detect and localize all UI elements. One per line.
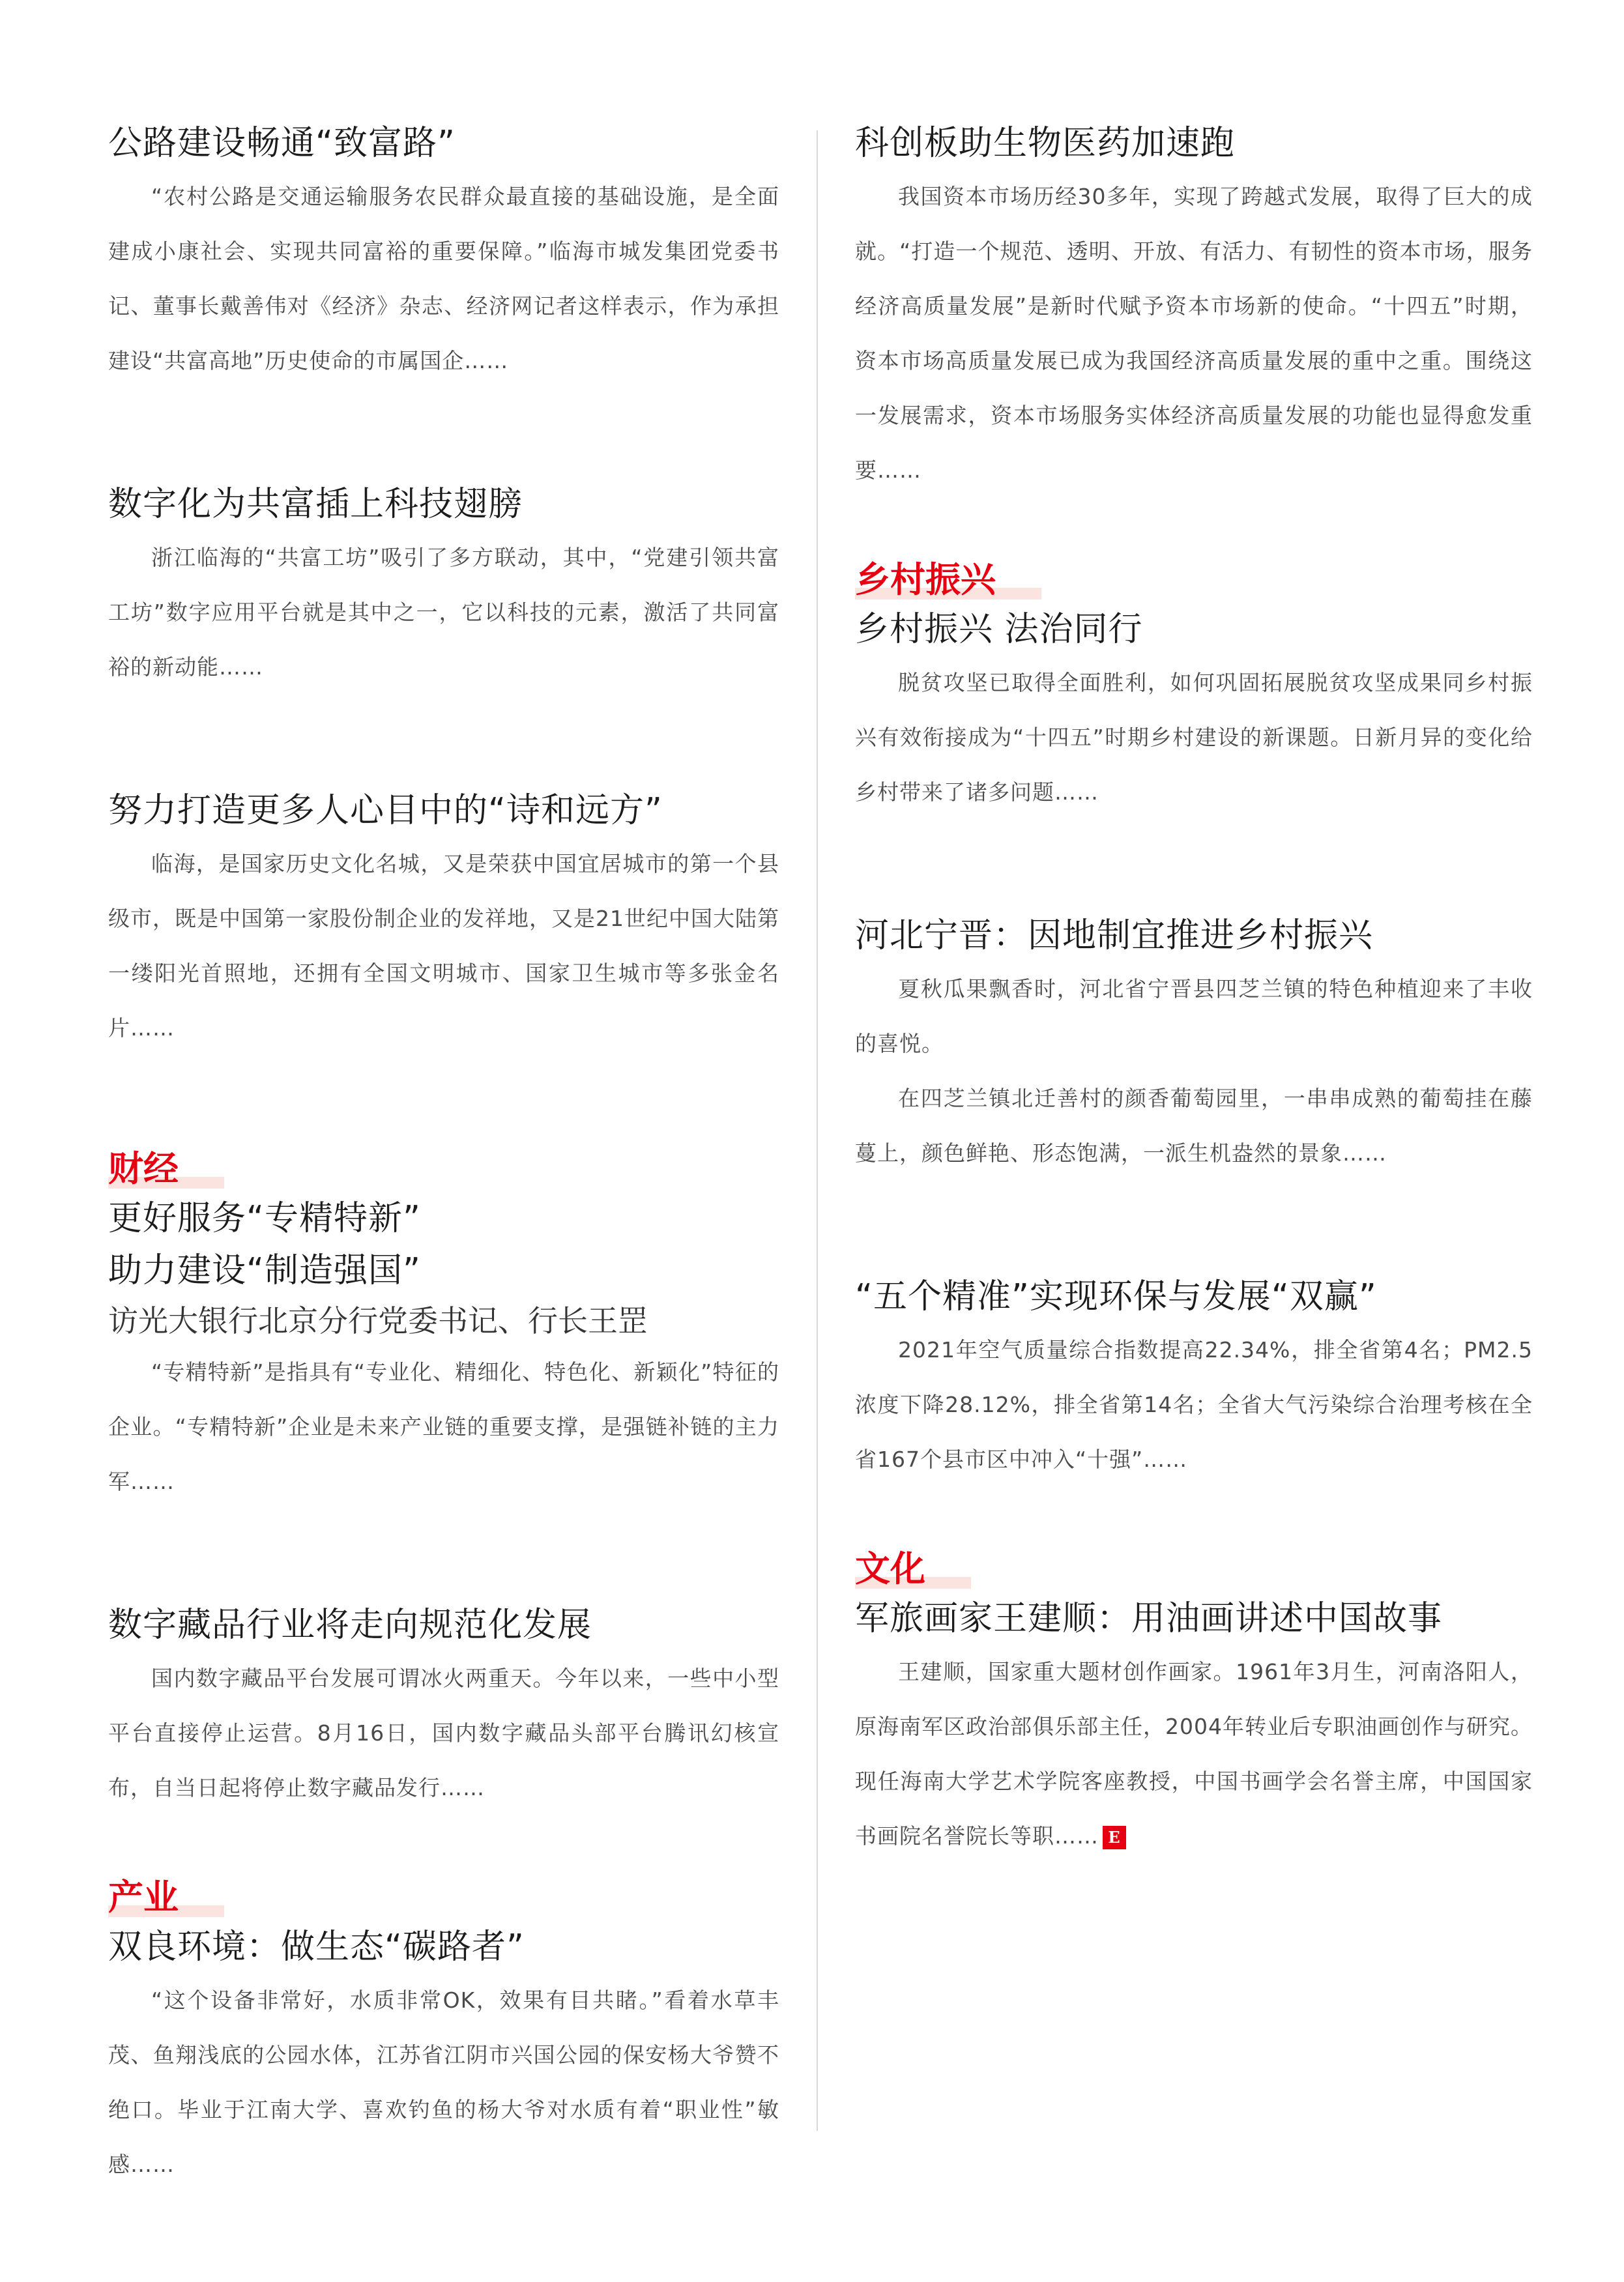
article-title-line2: 助力建设“制造强国” — [108, 1251, 421, 1290]
article-body: “专精特新”是指具有“专业化、精细化、特色化、新颖化”特征的企业。“专精特新”企业是未来产业链的重要支撑，是强链补链的主力军…… — [108, 1359, 779, 1494]
section-tag-label: 乡村振兴 — [855, 559, 996, 600]
article-title: 军旅画家王建顺：用油画讲述中国故事 — [855, 1599, 1443, 1638]
article-title: 乡村振兴 法治同行 — [855, 610, 1143, 649]
right-column — [855, 117, 1533, 1954]
article-title-line1: 更好服务“专精特新” — [108, 1199, 421, 1238]
article-hebei — [855, 910, 1533, 1181]
article-body: “这个设备非常好，水质非常OK，效果有目共睹。”看着水草丰茂、鱼翔浅底的公园水体，江苏省江阴市兴国公园的保安杨大爷赞不绝口。毕业于江南大学、喜欢钓鱼的杨大爷对水质有着“职业性”敏感…… — [108, 1987, 779, 2177]
article-body-p1: 夏秋瓜果飘香时，河北省宁晋县四芝兰镇的特色种植迎来了丰收的喜悦。 — [855, 976, 1533, 1056]
article-body: 临海，是国家历史文化名城，又是荣获中国宜居城市的第一个县级市，既是中国第一家股份制企业的发祥地，又是21世纪中国大陆第一缕阳光首照地，还拥有全国文明城市、国家卫生城市等多张金名片…… — [108, 851, 779, 1041]
section-tag-label: 文化 — [855, 1548, 925, 1589]
article-title: 河北宁晋：因地制宜推进乡村振兴 — [855, 916, 1374, 955]
section-tag-label: 产业 — [108, 1877, 179, 1918]
section-culture — [855, 1546, 1533, 1864]
article-body: 脱贫攻坚已取得全面胜利，如何巩固拓展脱贫攻坚成果同乡村振兴有效衔接成为“十四五”时期乡村建设的新课题。日新月异的变化给乡村带来了诸多问题…… — [855, 670, 1533, 805]
article-environment — [855, 1271, 1533, 1487]
section-tag-culture — [855, 1546, 971, 1593]
article-body: 2021年空气质量综合指数提高22.34%，排全省第4名；PM2.5浓度下降28.12%，排全省第14名；全省大气污染综合治理考核在全省167个县市区中冲入“十强”…… — [855, 1337, 1533, 1472]
section-industry — [108, 1874, 779, 2192]
end-mark-icon: E — [1103, 1826, 1126, 1849]
article-body: “农村公路是交通运输服务农民群众最直接的基础设施，是全面建成小康社会、实现共同富裕的重要保障。”临海市城发集团党委书记、董事长戴善伟对《经济》杂志、经济网记者这样表示，作为承担建设“共富高地”历史使命的市属国企…… — [108, 184, 779, 373]
section-tag-rural — [855, 556, 1041, 603]
section-tag-label: 财经 — [108, 1148, 179, 1189]
article-title: “五个精准”实现环保与发展“双赢” — [855, 1277, 1377, 1316]
section-tag-industry — [108, 1874, 224, 1921]
article-title: 双良环境：做生态“碳路者” — [108, 1928, 525, 1967]
article-digitalization — [108, 478, 779, 695]
article-title: 数字藏品行业将走向规范化发展 — [108, 1606, 592, 1645]
article-body: 国内数字藏品平台发展可谓冰火两重天。今年以来，一些中小型平台直接停止运营。8月16日，国内数字藏品头部平台腾讯幻核宣布，自当日起将停止数字藏品发行…… — [108, 1666, 779, 1800]
article-star-market — [855, 117, 1533, 498]
article-title: 科创板助生物医药加速跑 — [855, 124, 1236, 163]
article-road — [108, 117, 779, 388]
article-subtitle: 访光大银行北京分行党委书记、行长王罡 — [108, 1303, 648, 1338]
article-body-p2: 在四芝兰镇北迁善村的颜香葡萄园里，一串串成熟的葡萄挂在藤蔓上，颜色鲜艳、形态饱满，一派生机盎然的景象…… — [855, 1086, 1533, 1166]
section-finance — [108, 1146, 779, 1509]
article-title: 数字化为共富插上科技翅膀 — [108, 485, 523, 524]
section-rural — [855, 556, 1533, 820]
article-body: 浙江临海的“共富工坊”吸引了多方联动，其中，“党建引领共富工坊”数字应用平台就是其中之一，它以科技的元素，激活了共同富裕的新动能…… — [108, 545, 779, 680]
article-digital-collectibles — [108, 1599, 779, 1815]
left-column — [108, 117, 779, 2282]
article-poetry — [108, 785, 779, 1056]
column-divider — [817, 130, 818, 2131]
article-body: 王建顺，国家重大题材创作画家。1961年3月生，河南洛阳人，原海南军区政治部俱乐部主任，2004年转业后专职油画创作与研究。现任海南大学艺术学院客座教授，中国书画学会名誉主席，中国国家书画院名誉院长等职…… — [855, 1659, 1533, 1849]
article-body-wrapper — [855, 1645, 1533, 1864]
article-title: 公路建设畅通“致富路” — [108, 124, 456, 163]
section-tag-finance — [108, 1146, 224, 1192]
article-body: 我国资本市场历经30多年，实现了跨越式发展，取得了巨大的成就。“打造一个规范、透明、开放、有活力、有韧性的资本市场，服务经济高质量发展”是新时代赋予资本市场新的使命。“十四五”时期，资本市场高质量发展已成为我国经济高质量发展的重中之重。围绕这一发展需求，资本市场服务实体经济高质量发展的功能也显得愈发重要…… — [855, 184, 1533, 483]
article-title: 努力打造更多人心目中的“诗和远方” — [108, 791, 663, 830]
